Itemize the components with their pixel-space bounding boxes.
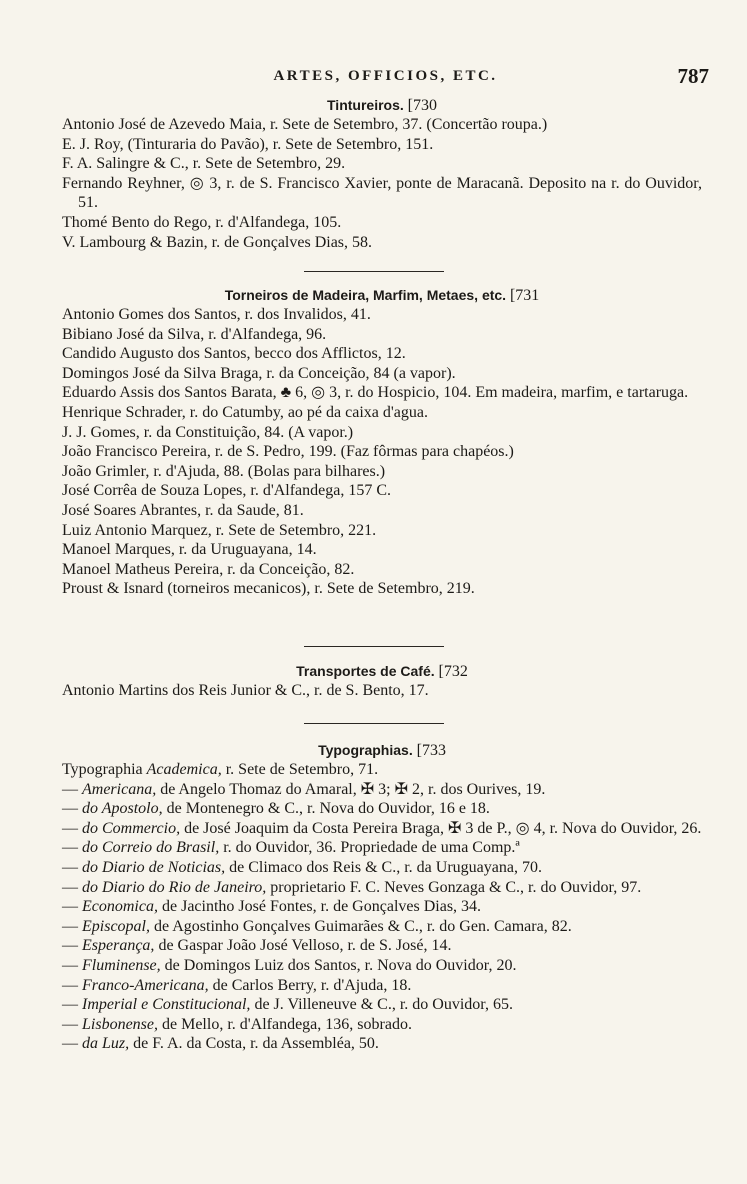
list-item: Candido Augusto dos Santos, becco dos Afflictos, 12. [62, 345, 406, 363]
list-item: Manoel Marques, r. da Uruguayana, 14. [62, 541, 317, 559]
list-item: Domingos José da Silva Braga, r. da Conceição, 84 (a vapor). [62, 364, 456, 382]
list-item: — da Luz, de F. A. da Costa, r. da Assembléa, 50. [62, 1035, 379, 1053]
section-title: Typographias. [733 [318, 742, 446, 759]
section-torneiros [62, 286, 702, 599]
section-title: Torneiros de Madeira, Marfim, Metaes, etc. [731 [224, 287, 540, 304]
section-divider [304, 646, 444, 647]
list-item: — Americana, de Angelo Thomaz do Amaral, ✠ 3; ✠ 2, r. dos Ourives, 19. [62, 780, 546, 798]
section-ref: [732 [438, 663, 468, 680]
section-title: Transportes de Café. [732 [296, 663, 468, 680]
list-item: Fernando Reyhner, ◎ 3, r. de S. Francisco Xavier, ponte de Maracanã. Deposito na r. do Ouvidor, 51. [62, 174, 702, 212]
list-item: João Francisco Pereira, r. de S. Pedro, 199. (Faz fôrmas para chapéos.) [62, 443, 514, 461]
section-tintureiros [62, 96, 702, 252]
section-divider [304, 271, 444, 272]
list-item: — Imperial e Constitucional, de J. Villeneuve & C., r. do Ouvidor, 65. [62, 996, 513, 1014]
list-item: V. Lambourg & Bazin, r. de Gonçalves Dias, 58. [62, 233, 373, 251]
list-item: F. A. Salingre & C., r. Sete de Setembro, 29. [62, 155, 346, 173]
list-item: — do Commercio, de José Joaquim da Costa Pereira Braga, ✠ 3 de P., ◎ 4, r. Nova do Ouvidor, 26. [62, 819, 702, 837]
page-number: 787 [677, 64, 709, 88]
list-item: Henrique Schrader, r. do Catumby, ao pé da caixa d'agua. [62, 403, 428, 421]
list-item: Eduardo Assis dos Santos Barata, ♣ 6, ◎ 3, r. do Hospicio, 104. Em madeira, marfim, e tartaruga. [62, 384, 689, 402]
section-ref: [730 [407, 97, 437, 114]
section-ref: [733 [416, 742, 446, 759]
list-item: Manoel Matheus Pereira, r. da Conceição, 82. [62, 560, 355, 578]
list-item: Antonio José de Azevedo Maia, r. Sete de Setembro, 37. (Concertão roupa.) [62, 116, 548, 133]
list-item: José Corrêa de Souza Lopes, r. d'Alfandega, 157 C. [62, 482, 392, 500]
section-typographias [62, 741, 702, 1054]
list-item: Antonio Martins dos Reis Junior & C., r. de S. Bento, 17. [62, 682, 429, 699]
section-divider [304, 723, 444, 724]
list-item: — do Correio do Brasil, r. do Ouvidor, 36. Propriedade de uma Comp.ª [62, 839, 520, 857]
list-item: Luiz Antonio Marquez, r. Sete de Setembro, 221. [62, 521, 377, 539]
list-item: — Lisbonense, de Mello, r. d'Alfandega, 136, sobrado. [62, 1015, 412, 1033]
page-header [62, 64, 709, 90]
list-item: José Soares Abrantes, r. da Saude, 81. [62, 501, 304, 519]
list-item: Bibiano José da Silva, r. d'Alfandega, 96. [62, 325, 327, 343]
list-item: — Esperança, de Gaspar João José Velloso, r. de S. José, 14. [62, 937, 452, 955]
list-item: Typographia Academica, r. Sete de Setembro, 71. [62, 761, 379, 778]
list-item: — Franco-Americana, de Carlos Berry, r. d'Ajuda, 18. [62, 976, 412, 994]
list-item: — do Apostolo, de Montenegro & C., r. Nova do Ouvidor, 16 e 18. [62, 800, 490, 818]
list-item: — Economica, de Jacintho José Fontes, r. de Gonçalves Dias, 34. [62, 898, 482, 916]
section-transportes-de-cafe [62, 662, 702, 701]
list-item: Proust & Isnard (torneiros mecanicos), r. Sete de Setembro, 219. [62, 580, 475, 598]
list-item: Thomé Bento do Rego, r. d'Alfandega, 105. [62, 213, 342, 231]
list-item: — Episcopal, de Agostinho Gonçalves Guimarães & C., r. do Gen. Camara, 82. [62, 917, 572, 935]
section-ref: [731 [509, 287, 540, 304]
section-title: Tintureiros. [730 [327, 97, 437, 114]
list-item: E. J. Roy, (Tinturaria do Pavão), r. Sete de Setembro, 151. [62, 135, 434, 153]
list-item: J. J. Gomes, r. da Constituição, 84. (A vapor.) [62, 423, 354, 441]
list-item: — Fluminense, de Domingos Luiz dos Santos, r. Nova do Ouvidor, 20. [62, 956, 517, 974]
list-item: — do Diario de Noticias, de Climaco dos Reis & C., r. da Uruguayana, 70. [62, 858, 542, 876]
list-item: Antonio Gomes dos Santos, r. dos Invalidos, 41. [62, 306, 371, 323]
list-item: João Grimler, r. d'Ajuda, 88. (Bolas para bilhares.) [62, 462, 386, 480]
running-head: ARTES, OFFICIOS, ETC. [273, 68, 498, 84]
list-item: — do Diario do Rio de Janeiro, proprietario F. C. Neves Gonzaga & C., r. do Ouvidor, 97. [62, 878, 642, 896]
